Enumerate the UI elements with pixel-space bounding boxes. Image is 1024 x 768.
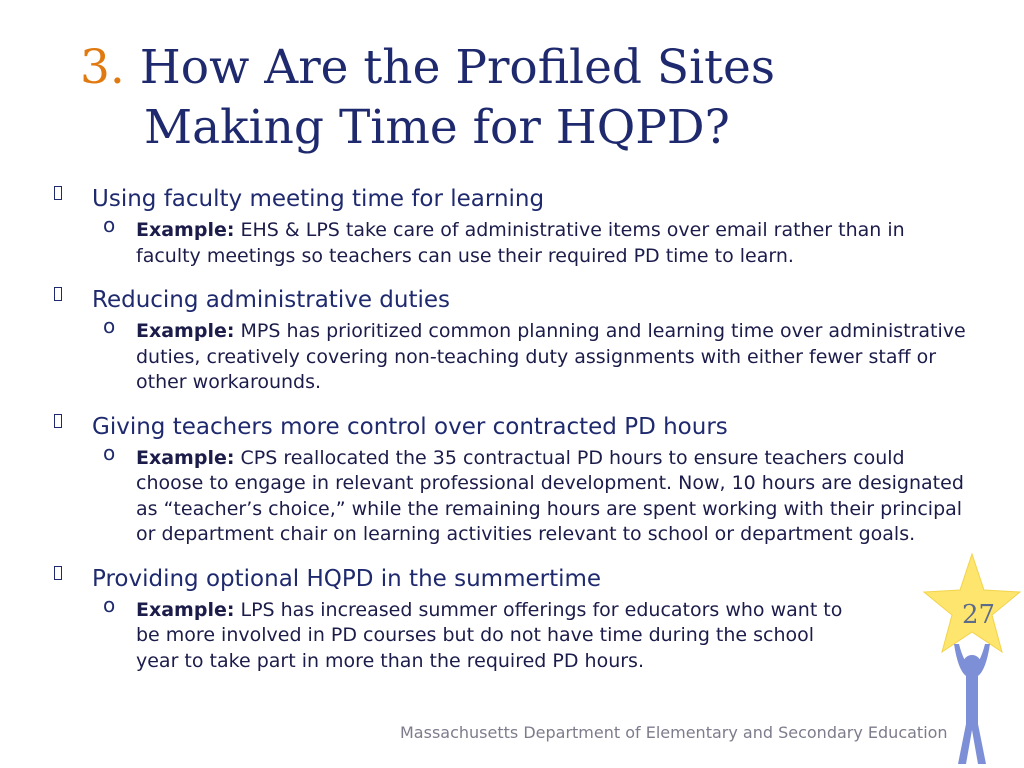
bullet-item (52, 184, 972, 269)
example-text: MPS has prioritized common planning and learning time over administrative duties, creatively covering non-teaching duty assignments with either fewer staff or other workarounds. (136, 320, 966, 393)
page-number: 27 (962, 600, 996, 630)
sub-bullet (103, 314, 972, 396)
sub-bullet (103, 440, 972, 548)
title-line-2: Making Time for HQPD? (144, 100, 730, 155)
bullet-text: Reducing administrative duties (92, 287, 451, 313)
example-label: Example: (136, 446, 235, 469)
bullet-item (52, 412, 972, 548)
bullet-text: Providing optional HQPD in the summertime (92, 565, 602, 592)
bullet-text: Using faculty meeting time for learning (92, 186, 545, 212)
bullet-square-icon (54, 414, 62, 428)
bullet-main (52, 564, 972, 594)
person-figure (954, 644, 990, 764)
example-text: EHS & LPS take care of administrative items over email rather than in faculty meetings so teachers can use their required PD time to learn. (136, 219, 905, 267)
sub-bullet-circle-icon: o (103, 213, 116, 237)
sub-bullet-circle-icon: o (103, 314, 116, 338)
bullet-main (52, 285, 972, 315)
bullet-square-icon (54, 186, 62, 200)
example-label: Example: (136, 598, 235, 621)
footer-text: Massachusetts Department of Elementary and Secondary Education (400, 723, 948, 742)
example-label: Example: (136, 320, 235, 342)
bullet-item (52, 564, 972, 675)
slide-title (80, 38, 840, 158)
sub-bullet-circle-icon: o (103, 440, 116, 465)
sub-bullet (103, 592, 856, 675)
sub-bullet (103, 213, 972, 269)
sub-bullet-circle-icon: o (103, 592, 116, 617)
example-text: LPS has increased summer offerings for educators who want to be more involved in PD courses but do not have time during the school year to take part in more than the required PD hours. (136, 598, 843, 672)
title-number: 3. (80, 40, 125, 95)
bullet-square-icon (54, 287, 62, 301)
title-line-1: How Are the Profiled Sites (139, 40, 775, 95)
bullet-square-icon (54, 566, 62, 580)
bullet-main (52, 184, 972, 214)
bullet-text: Giving teachers more control over contracted PD hours (92, 413, 728, 440)
example-label: Example: (136, 219, 235, 241)
bullet-list (52, 184, 972, 690)
bullet-main (52, 412, 972, 442)
example-text: CPS reallocated the 35 contractual PD hours to ensure teachers could choose to engage in relevant professional development. Now, 10 hours are designated as “teacher’s choice,” while the remaining hours are spent working with their principal or department chair on learning activities relevant to school or department goals. (136, 446, 964, 545)
bullet-item (52, 285, 972, 396)
